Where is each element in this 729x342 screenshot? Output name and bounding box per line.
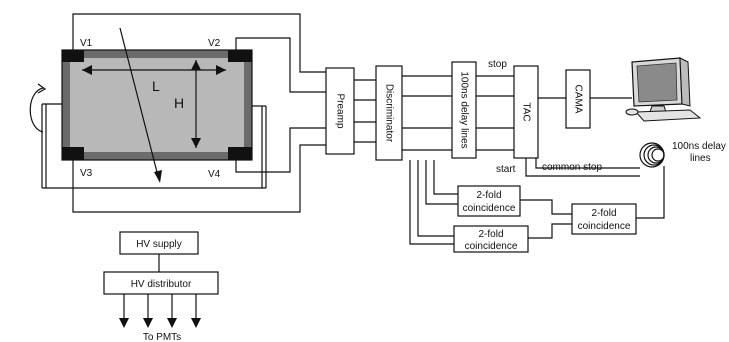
discriminator-to-delay-wires	[402, 76, 452, 150]
coincidence-lower-label-1: 2-fold	[478, 229, 504, 240]
to-pmts-label: To PMTs	[142, 332, 182, 342]
pmt-v3-icon	[62, 147, 84, 160]
delay-coil-icon	[640, 143, 664, 167]
discriminator-label: Discriminator	[383, 83, 395, 143]
coincidence-right-label-1: 2-fold	[591, 208, 617, 219]
coincidence-right-label-2: coincidence	[577, 221, 631, 232]
tac-label: TAC	[520, 102, 532, 122]
preamp-label: Preamp	[334, 93, 346, 129]
height-label: H	[174, 95, 185, 111]
pmt-v2-icon	[228, 50, 252, 62]
stop-label: stop	[488, 59, 507, 70]
delay-to-tac-wires	[476, 76, 514, 150]
pmt-label-v2: V2	[208, 38, 221, 49]
cama-label: CAMA	[572, 84, 584, 114]
preamp-to-discriminator-wires	[354, 80, 376, 142]
hv-output-arrows-icon	[119, 294, 201, 328]
pmt-v1-icon	[62, 50, 84, 62]
coil-label-line-1: 100ns delay	[672, 141, 726, 152]
coincidence-upper-label-2: coincidence	[462, 203, 516, 214]
rotation-arrow-icon	[30, 84, 45, 132]
pmt-label-v3: V3	[80, 168, 93, 179]
coincidence-upper-label-1: 2-fold	[476, 190, 502, 201]
common-stop-label: common stop	[542, 162, 603, 173]
hv-distributor-label: HV distributor	[130, 279, 192, 290]
detector	[30, 28, 266, 188]
pmt-v4-icon	[228, 147, 252, 160]
coil-label-line-2: lines	[690, 153, 711, 164]
pmt-label-v4: V4	[208, 169, 221, 180]
computer-icon	[626, 58, 700, 121]
delay-lines-label: 100ns delay lines	[458, 71, 470, 149]
hv-supply-label: HV supply	[136, 239, 182, 250]
length-label: L	[152, 78, 160, 94]
coincidence-lower-label-2: coincidence	[464, 241, 518, 252]
pmt-label-v1: V1	[80, 38, 93, 49]
start-label: start	[496, 164, 516, 175]
